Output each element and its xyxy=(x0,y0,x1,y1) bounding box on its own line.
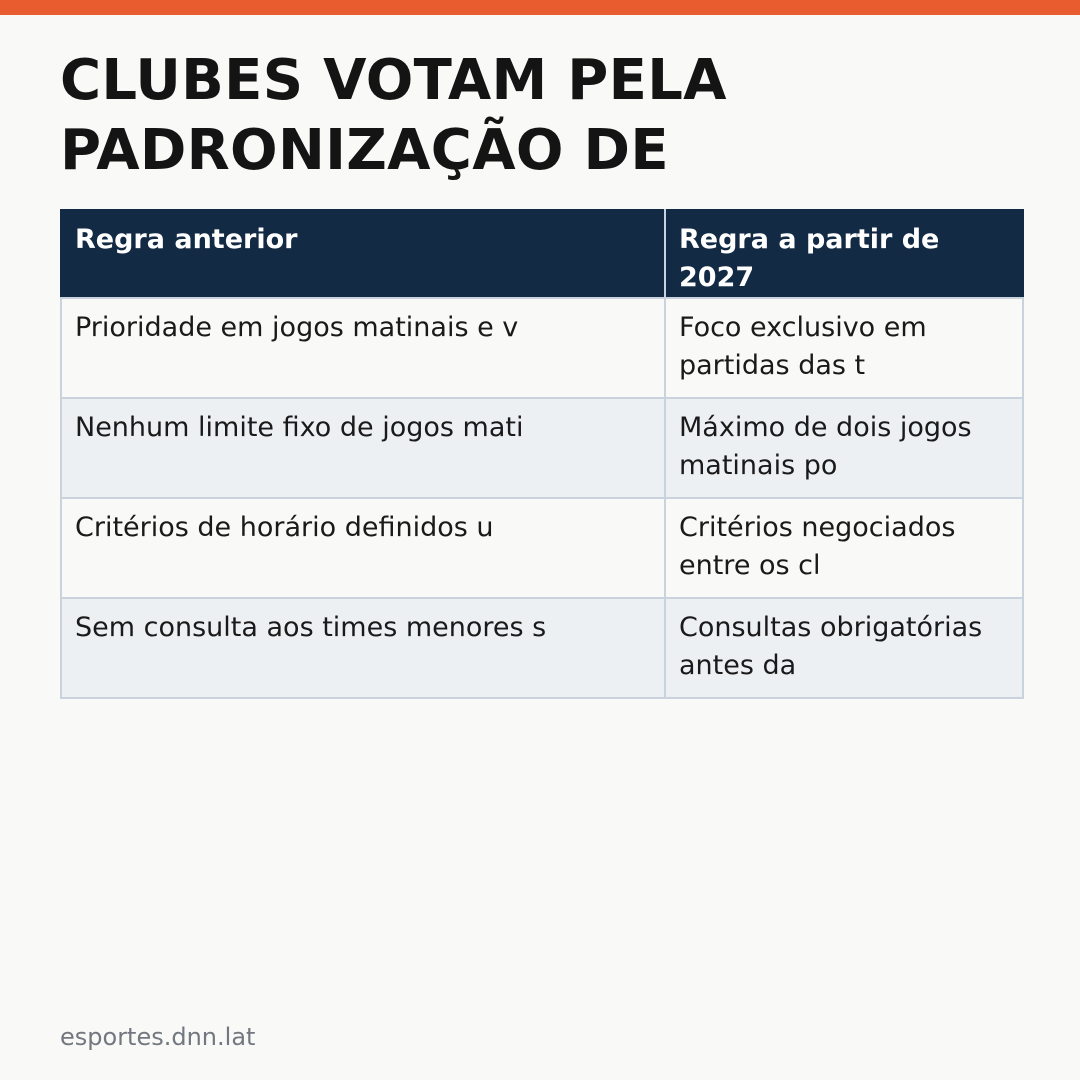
table-row xyxy=(61,498,1023,598)
table-row xyxy=(61,298,1023,398)
table-row xyxy=(61,398,1023,498)
new-rule-cell: Consultas obrigatórias antes da xyxy=(665,598,1023,698)
new-rule-cell: Foco exclusivo em partidas das t xyxy=(665,298,1023,398)
headline xyxy=(60,46,1020,186)
comparison-table xyxy=(60,209,1024,699)
headline-line-1: CLUBES VOTAM PELA xyxy=(60,48,727,113)
accent-top-bar xyxy=(0,0,1080,15)
headline-line-2: PADRONIZAÇÃO DE xyxy=(60,118,669,183)
previous-rule-cell: Sem consulta aos times menores s xyxy=(61,598,665,698)
new-rule-cell: Critérios negociados entre os cl xyxy=(665,498,1023,598)
previous-rule-cell: Prioridade em jogos matinais e v xyxy=(61,298,665,398)
table-header-row xyxy=(61,209,1023,298)
previous-rule-cell: Nenhum limite fixo de jogos mati xyxy=(61,398,665,498)
header-new-rule: Regra a partir de 2027 xyxy=(665,209,1023,298)
table-row xyxy=(61,598,1023,698)
previous-rule-cell: Critérios de horário definidos u xyxy=(61,498,665,598)
header-previous-rule: Regra anterior xyxy=(61,209,665,298)
new-rule-cell: Máximo de dois jogos matinais po xyxy=(665,398,1023,498)
source-footer: esportes.dnn.lat xyxy=(60,1023,256,1051)
